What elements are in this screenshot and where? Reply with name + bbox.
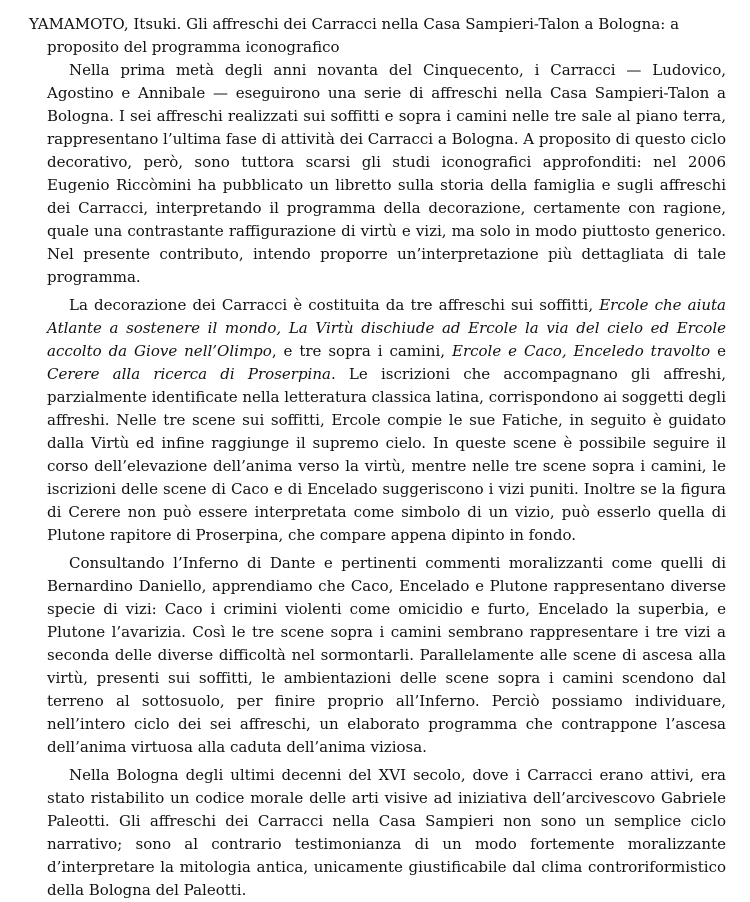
paragraph-text: e (710, 342, 726, 360)
entry-heading (29, 13, 726, 59)
paragraph-text: Le iscrizioni che accompagnano gli affreshi, parzialmente identificate nella letteratura classica latina, corrispondono ai soggetti degli affreshi. Nelle tre scene sui soffitti, Ercole compie le sue Fatiche, in seguito è guidato dalla Virtù ed infine raggiunge il supremo cielo. In queste scene è possibile seguire il corso dell’elevazione dell’anima verso la virtù, mentre nelle tre scene sopra i camini, le iscrizioni delle scene di Caco e di Encelado suggeriscono i vizi puniti. Inoltre se la figura di Cerere non può essere interpretata come simbolo di un vizio, può esserlo quella di Plutone rapitore di Proserpina, che compare appena dipinto in fondo. (47, 365, 726, 544)
paragraph-text: , e tre sopra i camini, (271, 342, 452, 360)
paragraph (29, 552, 726, 759)
italic-title-text: Ercole che aiuta Atlante a sostenere il mondo, La Virtù dischiude ad Ercole la via del cielo ed Ercole accolto da Giove nell’Olimpo (47, 296, 727, 360)
entry-title-text: , Itsuki. Gli affreschi dei Carracci nella Casa Sampieri-Talon a Bologna: a proposito del programma iconografico (47, 15, 680, 56)
italic-title-text: Ercole e Caco, Enceledo travolto (452, 342, 711, 360)
author-surname: YAMAMOTO (29, 15, 124, 33)
italic-title-text: Cerere alla ricerca di Proserpina. (47, 365, 336, 383)
paragraph-text: Nella Bologna degli ultimi decenni del XVI secolo, dove i Carracci erano attivi, era stato ristabilito un codice morale delle arti visive ad iniziativa dell’arcivescovo Gabriele Paleotti. Gli affreschi dei Carracci nella Casa Sampieri non sono un semplice ciclo narrativo; sono al contrario testimonianza di un modo fortemente moralizzante d’interpretare la mitologia antica, unicamente giustificabile dal clima controriformistico della Bologna del Paleotti. (47, 766, 726, 899)
paragraph (29, 59, 726, 289)
paragraph (29, 294, 726, 547)
document-page (29, 13, 726, 902)
paragraph-text: La decorazione dei Carracci è costituita da tre affreschi sui soffitti, (69, 296, 600, 314)
paragraph-text: Consultando l’Inferno di Dante e pertinenti commenti moralizzanti come quelli di Bernardino Daniello, apprendiamo che Caco, Encelado e Plutone rappresentano diverse specie di vizi: Caco i crimini violenti come omicidio e furto, Encelado la superbia, e Plutone l’avarizia. Così le tre scene sopra i camini sembrano rappresentare i tre vizi a seconda delle diverse difficoltà nel sormontarli. Parallelamente alle scene di ascesa alla virtù, presenti sui soffitti, le ambientazioni delle scene sopra i camini scendono dal terreno al sottosuolo, per finire proprio all’Inferno. Perciò possiamo individuare, nell’intero ciclo dei sei affreschi, un elaborato programma che contrappone l’ascesa dell’anima virtuosa alla caduta dell’anima viziosa. (47, 554, 726, 756)
paragraph-text: Nella prima metà degli anni novanta del Cinquecento, i Carracci — Ludovico, Agostino e Annibale — eseguirono una serie di affreschi nella Casa Sampieri-Talon a Bologna. I sei affreschi realizzati sui soffitti e sopra i camini nelle tre sale al piano terra, rappresentano l’ultima fase di attività dei Carracci a Bologna. A proposito di questo ciclo decorativo, però, sono tuttora scarsi gli studi iconografici approfonditi: nel 2006 Eugenio Riccòmini ha pubblicato un libretto sulla storia della famiglia e sugli affreschi dei Carracci, interpretando il programma della decorazione, certamente con ragione, quale una contrastante raffigurazione di virtù e vizi, ma solo in modo piuttosto generico. Nel presente contributo, intendo proporre un’interpretazione più dettagliata di tale programma. (47, 61, 726, 286)
paragraph (29, 764, 726, 902)
abstract-body (29, 59, 726, 902)
